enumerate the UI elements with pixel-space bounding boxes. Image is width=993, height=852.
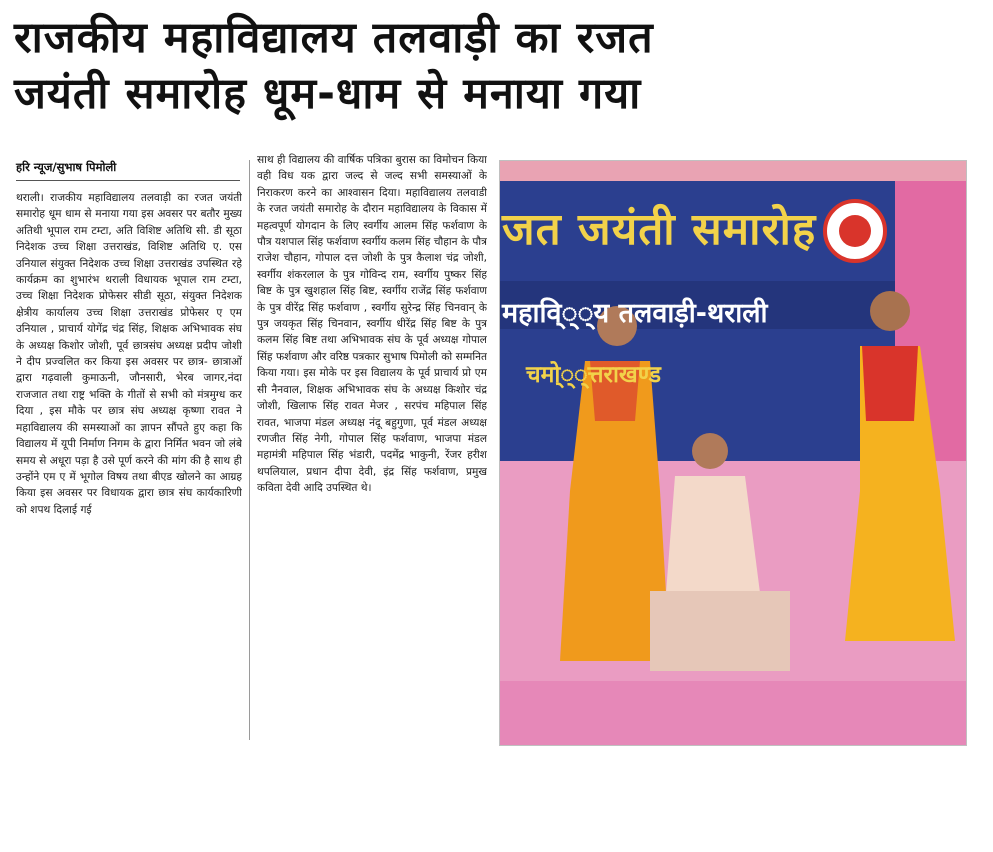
performer-right-head [870,291,910,331]
headline [14,10,979,122]
article-column-2: साथ ही विद्यालय की वार्षिक पत्रिका बुरास का विमोचन किया वही विध यक द्वारा जल्द से जल्द सभी समस्याओं के निराकरण करने का आश्वासन दिया। महाविद्यालय तलवाडी के रजत जयंती समारोह के दौरान महाविद्यालय के विकास में महत्वपूर्ण योगदान के लिए स्वर्गीय आलम सिंह फर्शवाण के पौत्र यशपाल सिंह फर्शवाण स्वर्गीय कलम सिंह चौहान के पौत्र राजेश चौहान, गोपाल दत्त जोशी के पुत्र कैलाश चंद्र जोशी, स्वर्गीय शंकरलाल के पुत्र गोविन्द राम, स्वर्गीय पुष्कर सिंह बिष्ट के पुत्र खुशहाल सिंह बिष्ट, स्वर्गीय राजेंद्र सिंह फर्शवाण के पुत्र वीरेंद्र सिंह फर्शवाण , स्वर्गीय सुरेन्द्र सिंह चिनवान् के पुत्र जयकृत सिंह चिनवान, स्वर्गीय धीरेंद्र सिंह बिष्ट के पुत्र कलम सिंह बिष्ट तथा अभिभावक संघ के पूर्व अध्यक्ष गोपाल सिंह फर्शवाण और वरिष्ठ पत्रकार सुभाष पिमोली को सम्मनित किया गया। इस मोके पर इस विद्यालय के पूर्व प्राचार्य प्रो एम सी नैनवाल, शिक्षक अभिभावक संघ के अध्यक्ष किशोर चंद्र जोशी, खिलाफ सिंह रावत मेजर , सरपंच महिपाल सिंह रावत, भाजपा मंडल अध्यक्ष नंदू बहुगुणा, पूर्व मंडल अध्यक्ष रणजीत सिंह नेगी, गोपाल सिंह फर्शवाण, भाजपा मंडल महामंत्री महिपाल सिंह भंडारी, पदमेंद्र भाकुनी, रेंजर हरीश थपलियाल, प्रधान दीपा देवी, इंद्र सिंह फर्शवाण, प्रमुख कविता देवी आदि उपस्थित थे। [257,154,487,495]
banner-title: जत जयंती समारोह [502,204,817,255]
byline-rule [16,180,240,181]
headline-line-2: जयंती समारोह धूम-धाम से मनाया गया [14,69,642,119]
top-bunting [500,161,966,183]
column-divider [249,160,250,740]
banner-college-name: महावि्‌्‌्‌य तलवाड़ी-थराली [502,298,768,329]
seated-person-head [692,433,728,469]
event-photo [499,160,967,746]
emblem-center [839,215,871,247]
byline: हरि न्यूज/सुभाष पिमोली [16,160,117,174]
performer-right-blouse [862,346,918,421]
banner-district: चमो्‌्‌्‌त्तराखण्ड [526,362,661,388]
chair [650,591,790,671]
stage-floor [500,681,966,745]
article-column-1: थराली। राजकीय महाविद्यालय तलवाड़ी का रजत जयंती समारोह धूम धाम से मनाया गया इस अवसर पर बतौर मुख्य अतिथी भूपाल राम टम्टा, अति विशिष्ट अतिथि सी. डी सूठा निदेशक उच्च शिक्षा उत्तराखंड, विशिष्ट अतिथि ए. एस उनियाल संयुक्त निदेशक उच्च शिक्षा उत्तराखंड उपस्थित रहे कार्यक्रम का शुभारंभ थराली विधायक भूपाल राम टम्टा, उच्च शिक्षा निदेशक प्रोफेसर सीडी सूठा, संयुक्त निदेशक क्षेत्रीय कार्यालय उच्च शिक्षा उत्तराखंड प्रोफेसर ए एम उनियाल , प्राचार्य योगेंद्र चंद्र सिंह, शिक्षक अभिभावक संघ के अध्यक्ष किशोर जोशी, पूर्व छात्रसंघ अध्यक्ष प्रदीप जोशी ने दीप प्रज्वलित कर किया इस अवसर पर छात्र- छात्राओं द्वारा गढ़वाली कुमाऊनी, जौनसारी, भेरब जागर,नंदा राजजात तथा राष्ट्र भक्ति के गीतों से सभी को मंत्रमुग्ध कर दिया , इस मौके पर छात्र संघ अध्यक्ष कृष्णा रावत ने महाविद्यालय की समस्याओं का ज्ञापन सौंपते हुए कहा कि विद्यालय में यूपी निर्माण निगम के द्वारा निर्मित भवन जो लंबे समय से अधूरा पड़ा है उसे पूर्ण करने की मांग की है साथ ही उन्होंने एम ए में भूगोल विषय तथा बीएड खोलने का आग्रह किया इस अवसर पर विधायक द्वारा छात्र संघ कार्यकारिणी को शपथ दिलाई गई [16,192,242,516]
headline-line-1: राजकीय महाविद्यालय तलवाड़ी का रजत [14,13,654,63]
